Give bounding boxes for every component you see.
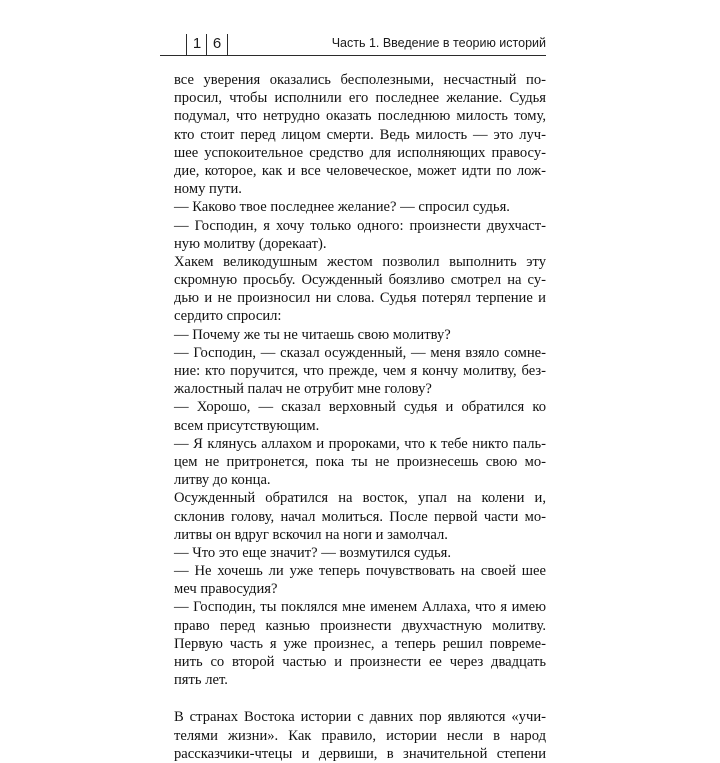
text-line: ную молитву (дорекаат). <box>174 235 327 252</box>
text-line: подумал, что нетрудно оказать последнюю милость тому, <box>174 108 546 125</box>
paragraph-gap <box>174 689 546 708</box>
text-line: все уверения оказались бесполезными, несчастный по- <box>174 72 546 88</box>
text-line: просил, чтобы исполнили его последнее желание. Судья <box>174 90 546 107</box>
text-line: пять лет. <box>174 672 228 689</box>
text-line: Осужденный обратился на восток, упал на колени и, <box>174 490 546 507</box>
text-line: — Господин, — сказал осужденный, — меня взяло сомне- <box>174 344 546 361</box>
text-line: — Я клянусь аллахом и пророками, что к тебе никто паль- <box>174 435 546 452</box>
text-line: дие, которое, как и все человеческое, может идти по лож- <box>174 162 546 179</box>
text-line: всем присутствующим. <box>174 417 320 434</box>
text-line: — Каково твое последнее желание? — спросил судья. <box>174 199 510 216</box>
text-line: — Что это еще значит? — возмутился судья. <box>174 544 452 561</box>
header-rule <box>160 55 546 56</box>
page-number-left-rule <box>186 34 187 56</box>
text-line: скромную просьбу. Осужденный боязливо смотрел на су- <box>174 272 546 289</box>
page-number-digit-1: 1 <box>192 35 202 52</box>
text-line: Первую часть я уже произнес, а теперь решил повреме- <box>174 635 546 652</box>
text-line: — Господин, я хочу только одного: произнести двухчаст- <box>174 217 546 234</box>
text-line: — Господин, ты поклялся мне именем Аллаха, что я имею <box>174 599 546 616</box>
text-line: право перед казнью произнести двухчастную молитву. <box>174 617 546 634</box>
text-line: — Хорошо, — сказал верховный судья и обратился ко <box>174 399 546 416</box>
running-header-title: Часть 1. Введение в теорию историй <box>331 36 546 50</box>
body-text <box>174 71 546 763</box>
text-line: телями жизни». Как правило, истории несли в народ <box>174 727 546 744</box>
text-line: литвы он вдруг вскочил на ноги и замолчал. <box>174 526 448 543</box>
text-line: ному пути. <box>174 181 242 198</box>
text-line: нить со второй частью и произнести ее через двадцать <box>174 654 546 670</box>
text-line: меч правосудия? <box>174 581 278 598</box>
text-line: цем не притронется, пока ты не произнесешь свою мо- <box>174 453 546 470</box>
text-line: В странах Востока истории с давних пор являются «учи- <box>174 709 546 726</box>
text-line: ние: кто поручится, что прежде, чем я кончу молитву, без- <box>174 363 546 379</box>
page-number-digit-2: 6 <box>212 35 222 52</box>
text-line: рассказчики-чтецы и дервиши, в значительной степени <box>174 745 546 762</box>
text-line: — Почему же ты не читаешь свою молитву? <box>174 326 451 343</box>
page-number-right-rule <box>227 34 228 56</box>
text-line: сердито спросил: <box>174 308 282 325</box>
text-line: дью и не произносил ни слова. Судья потерял терпение и <box>174 290 546 307</box>
page-number-divider <box>206 34 207 56</box>
text-line: кто стоит перед лицом смерти. Ведь милость — это луч- <box>174 126 546 143</box>
text-line: — Не хочешь ли уже теперь почувствовать на своей шее <box>174 563 546 580</box>
text-line: литву до конца. <box>174 472 271 489</box>
text-line: Хакем великодушным жестом позволил выполнить эту <box>174 253 546 270</box>
text-line: склонив голову, начал молиться. После первой части мо- <box>174 508 546 525</box>
text-line: жалостный палач не отрубит мне голову? <box>174 381 432 398</box>
text-line: шее успокоительное средство для исполняющих правосу- <box>174 144 546 161</box>
